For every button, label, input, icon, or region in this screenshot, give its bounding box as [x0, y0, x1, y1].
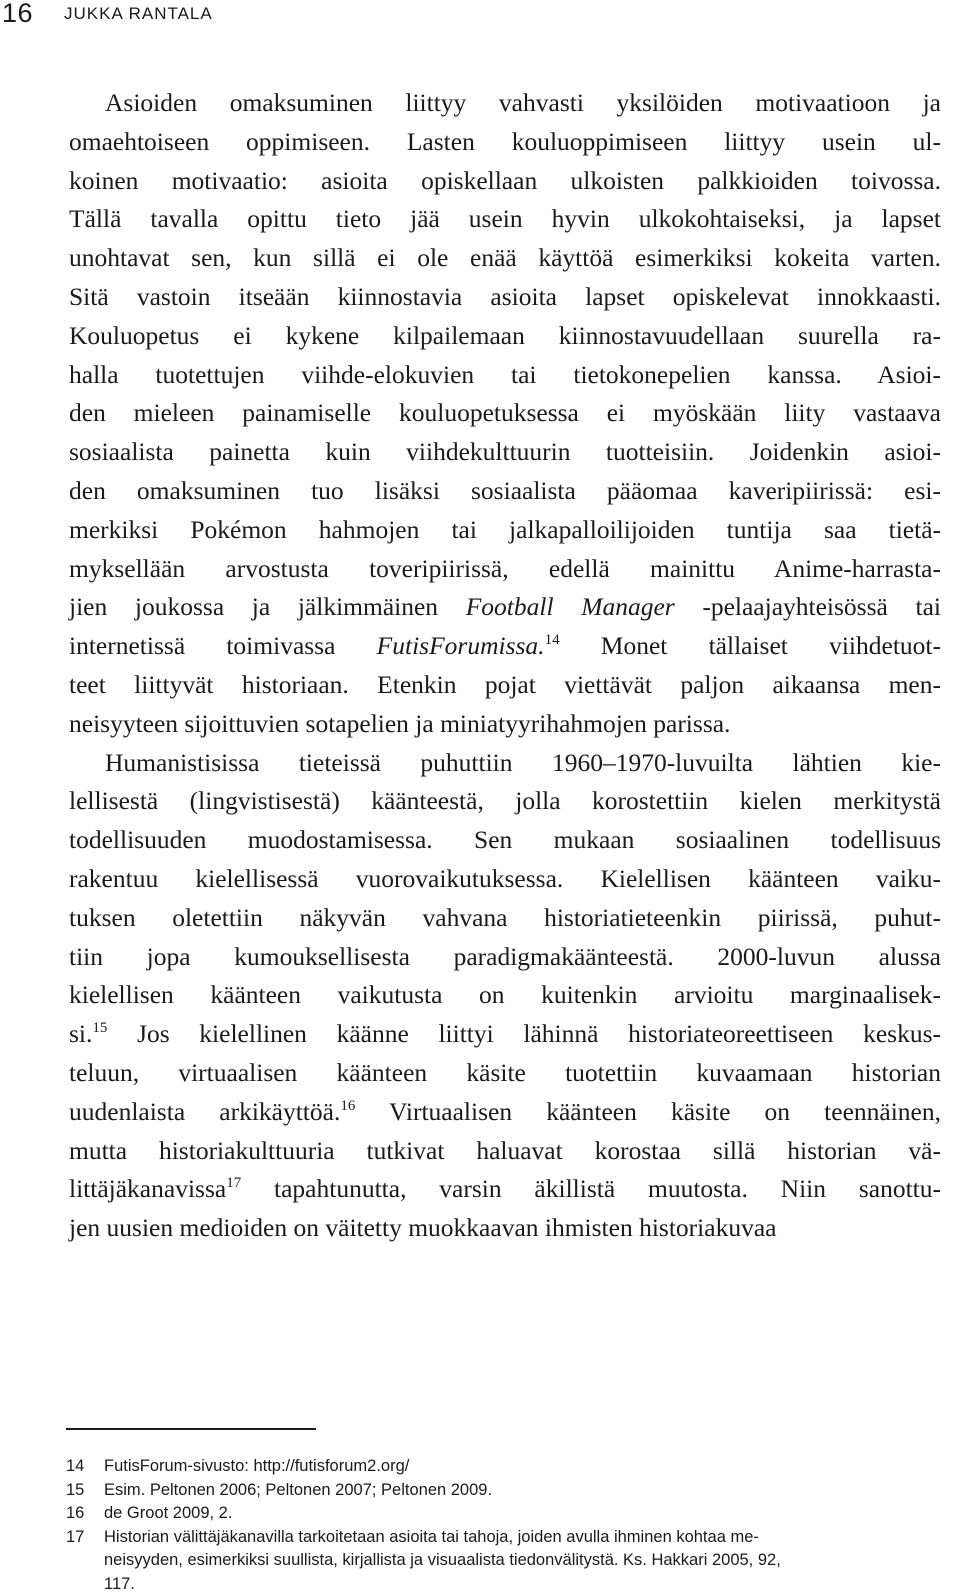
footnote-ref: 17 — [226, 1175, 241, 1191]
footnote-text — [104, 1502, 946, 1526]
text-line: Kouluopetus ei kykene kilpailemaan kiinnostavuudellaan suurella ra- — [69, 317, 941, 356]
footnote-line: Esim. Peltonen 2006; Peltonen 2007; Peltonen 2009. — [104, 1479, 946, 1503]
footnotes — [66, 1455, 946, 1596]
text-line: den omaksuminen tuo lisäksi sosiaalista pääomaa kaveripiirissä: esi- — [69, 472, 941, 511]
footnote — [66, 1479, 946, 1503]
text-line: neisyyteen sijoittuvien sotapelien ja miniatyyrihahmojen parissa. — [69, 705, 941, 744]
text-line: teet liittyvät historiaan. Etenkin pojat viettävät paljon aikaansa men- — [69, 666, 941, 705]
text-line: lellisestä (lingvistisestä) käänteestä, jolla korostettiin kielen merkitystä — [69, 782, 941, 821]
text-line: unohtavat sen, kun sillä ei ole enää käyttöä esimerkiksi kokeita varten. — [69, 239, 941, 278]
footnote-line: FutisForum-sivusto: http://futisforum2.org/ — [104, 1455, 946, 1479]
footnote-number: 16 — [66, 1502, 104, 1526]
footnote-number: 17 — [66, 1526, 104, 1596]
footnote-line: Historian välittäjäkanavilla tarkoitetaan asioita tai tahoja, joiden avulla ihminen kohtaa me- — [104, 1526, 946, 1550]
text-line: kielellisen käänteen vaikutusta on kuitenkin arvioitu marginaalisek- — [69, 976, 941, 1015]
footnote-ref: 14 — [545, 632, 560, 648]
text-line: jien joukossa ja jälkimmäinen Football Manager -pelaajayhteisössä tai — [69, 588, 941, 627]
text-line: mutta historiakulttuuria tutkivat haluavat korostaa sillä historian vä- — [69, 1132, 941, 1171]
text-line: uudenlaista arkikäyttöä.$^{16}$ Virtuaalisen käänteen käsite on teennäinen, — [69, 1093, 941, 1132]
footnote-number: 14 — [66, 1455, 104, 1479]
text-line: todellisuuden muodostamisessa. Sen mukaan sosiaalinen todellisuus — [69, 821, 941, 860]
italic-title: FutisForumissa. — [377, 631, 545, 660]
footnote-line: de Groot 2009, 2. — [104, 1502, 946, 1526]
text-line: tiin jopa kumouksellisesta paradigmakäänteestä. 2000-luvun alussa — [69, 938, 941, 977]
text-line: si.$^{15}$ Jos kielellinen käänne liittyi lähinnä historiateoreettiseen keskus- — [69, 1015, 941, 1054]
footnote-text — [104, 1526, 946, 1596]
text-line: tuksen oletettiin näkyvän vahvana historiatieteenkin piirissä, puhut- — [69, 899, 941, 938]
footnote — [66, 1502, 946, 1526]
footnote — [66, 1526, 946, 1596]
text-line: omaehtoiseen oppimiseen. Lasten kouluoppimiseen liittyy usein ul- — [69, 123, 941, 162]
text-line: internetissä toimivassa FutisForumissa.$^{14}$ Monet tällaiset viihdetuot- — [69, 627, 941, 666]
footnote-ref: 16 — [340, 1098, 355, 1114]
body-text — [69, 84, 941, 1248]
text-line: koinen motivaatio: asioita opiskellaan ulkoisten palkkioiden toivossa. — [69, 162, 941, 201]
text-line: Asioiden omaksuminen liittyy vahvasti yksilöiden motivaatioon ja — [69, 84, 941, 123]
footnote-text — [104, 1479, 946, 1503]
footnote-separator — [66, 1428, 316, 1430]
italic-title: Football Manager — [466, 592, 675, 621]
text-line: den mieleen painamiselle kouluopetuksessa ei myöskään liity vastaava — [69, 394, 941, 433]
footnote-number: 15 — [66, 1479, 104, 1503]
text-line: Sitä vastoin itseään kiinnostavia asioita lapset opiskelevat innokkaasti. — [69, 278, 941, 317]
text-line: jen uusien medioiden on väitetty muokkaavan ihmisten historiakuvaa — [69, 1209, 941, 1248]
running-head-author: JUKKA RANTALA — [64, 4, 213, 24]
text-line: sosiaalista painetta kuin viihdekulttuurin tuotteisiin. Joidenkin asioi- — [69, 433, 941, 472]
text-line: rakentuu kielellisessä vuorovaikutuksessa. Kielellisen käänteen vaiku- — [69, 860, 941, 899]
footnote-line: 117. — [104, 1573, 946, 1596]
footnote-line: neisyyden, esimerkiksi suullista, kirjallista ja visuaalista tiedonvälitystä. Ks. Hakkari 2005, 92, — [104, 1549, 946, 1573]
footnote — [66, 1455, 946, 1479]
page-number: 16 — [2, 0, 33, 29]
text-line: Tällä tavalla opittu tieto jää usein hyvin ulkokohtaiseksi, ja lapset — [69, 200, 941, 239]
text-line: myksellään arvostusta toveripiirissä, edellä mainittu Anime-harrasta- — [69, 550, 941, 589]
text-line: merkiksi Pokémon hahmojen tai jalkapalloilijoiden tuntija saa tietä- — [69, 511, 941, 550]
text-line: teluun, virtuaalisen käänteen käsite tuotettiin kuvaamaan historian — [69, 1054, 941, 1093]
footnote-ref: 15 — [92, 1020, 107, 1036]
text-line: halla tuotettujen viihde-elokuvien tai tietokonepelien kanssa. Asioi- — [69, 356, 941, 395]
footnote-text — [104, 1455, 946, 1479]
text-line: Humanistisissa tieteissä puhuttiin 1960–1970-luvuilta lähtien kie- — [69, 744, 941, 783]
text-line: littäjäkanavissa$^{17}$ tapahtunutta, varsin äkillistä muutosta. Niin sanottu- — [69, 1170, 941, 1209]
